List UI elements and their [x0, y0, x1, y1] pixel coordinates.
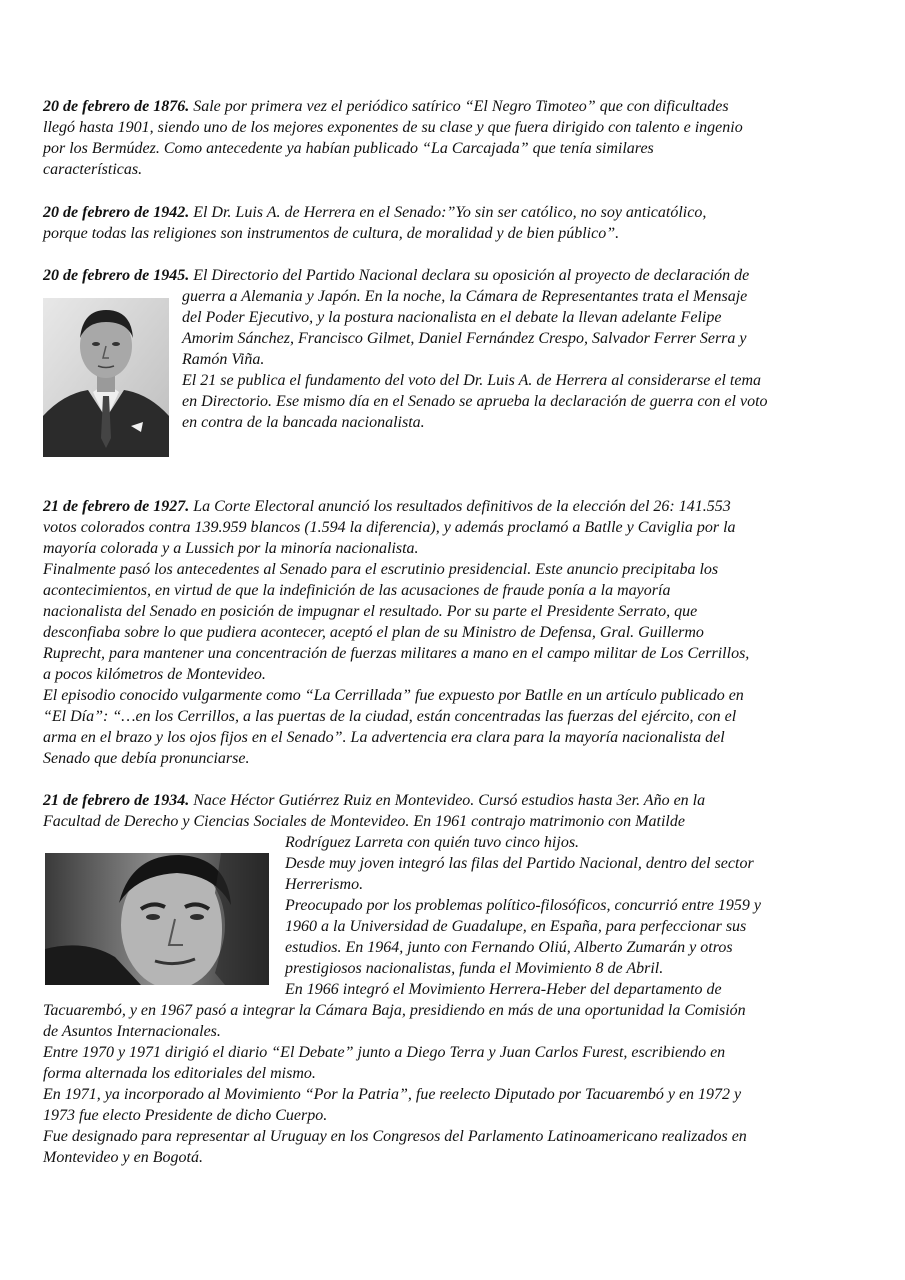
entry-date: 20 de febrero de 1876. — [43, 98, 190, 115]
entry-date: 21 de febrero de 1934. — [43, 792, 190, 809]
text-line: En 1966 integró el Movimiento Herrera-Heber del departamento de — [285, 981, 722, 998]
text-line: Fue designado para representar al Uruguay en los Congresos del Parlamento Latinoamericano realizados en — [43, 1128, 747, 1145]
text-line: Herrerismo. — [285, 876, 364, 893]
text-line: mayoría colorada y a Lussich por la minoría nacionalista. — [43, 540, 419, 557]
entry-1876 — [43, 96, 858, 180]
entry-text: El Dr. Luis A. de Herrera en el Senado:”Yo sin ser católico, no soy anticatólico, — [189, 204, 707, 221]
text-line: forma alternada los editoriales del mismo. — [43, 1065, 316, 1082]
text-line: Rodríguez Larreta con quién tuvo cinco hijos. — [285, 834, 580, 851]
text-line: a pocos kilómetros de Montevideo. — [43, 666, 266, 683]
text-line: de Asuntos Internacionales. — [43, 1023, 221, 1040]
entry-date: 21 de febrero de 1927. — [43, 498, 190, 515]
text-line: guerra a Alemania y Japón. En la noche, la Cámara de Representantes trata el Mensaje — [182, 288, 748, 305]
portrait-photo — [43, 298, 169, 457]
text-line: del Poder Ejecutivo, y la postura nacionalista en el debate la llevan adelante Felipe — [182, 309, 722, 326]
text-line — [43, 790, 858, 811]
text-line: porque todas las religiones son instrumentos de cultura, de moralidad y de bien público”. — [43, 225, 620, 242]
portrait-illustration — [45, 853, 269, 985]
text-line: prestigiosos nacionalistas, funda el Movimiento 8 de Abril. — [285, 960, 664, 977]
text-line: “El Día”: “…en los Cerrillos, a las puertas de la ciudad, están concentradas las fuerzas del ejército, con el — [43, 708, 737, 725]
text-line: Montevideo y en Bogotá. — [43, 1149, 203, 1166]
text-line: Tacuarembó, y en 1967 pasó a integrar la Cámara Baja, presidiendo en más de una oportunidad la Comisión — [43, 1002, 746, 1019]
text-line: 1960 a la Universidad de Guadalupe, en España, para perfeccionar sus — [285, 918, 747, 935]
text-line: En 1971, ya incorporado al Movimiento “Por la Patria”, fue reelecto Diputado por Tacuarembó y en 1972 y — [43, 1086, 742, 1103]
text-line: Desde muy joven integró las filas del Partido Nacional, dentro del sector — [285, 855, 754, 872]
portrait-illustration — [43, 298, 169, 457]
text-line: características. — [43, 161, 143, 178]
text-line: Facultad de Derecho y Ciencias Sociales de Montevideo. En 1961 contrajo matrimonio con Matilde — [43, 813, 685, 830]
entry-text: La Corte Electoral anunció los resultados definitivos de la elección del 26: 141.553 — [189, 498, 731, 515]
entry-text: El Directorio del Partido Nacional declara su oposición al proyecto de declaración de — [189, 267, 750, 284]
text-line: en Directorio. Ese mismo día en el Senado se aprueba la declaración de guerra con el voto — [182, 393, 768, 410]
text-line — [43, 202, 858, 223]
text-line — [43, 496, 858, 517]
text-line: Senado que debía pronunciarse. — [43, 750, 250, 767]
text-line: Entre 1970 y 1971 dirigió el diario “El Debate” junto a Diego Terra y Juan Carlos Furest, escribiendo en — [43, 1044, 726, 1061]
text-line: El 21 se publica el fundamento del voto del Dr. Luis A. de Herrera al considerarse el tema — [182, 372, 762, 389]
text-line: nacionalista del Senado en posición de impugnar el resultado. Por su parte el Presidente Serrato, que — [43, 603, 698, 620]
entry-1927 — [43, 496, 858, 769]
text-line: 1973 fue electo Presidente de dicho Cuerpo. — [43, 1107, 328, 1124]
entry-text: Sale por primera vez el periódico satírico “El Negro Timoteo” que con dificultades — [189, 98, 729, 115]
text-line: Amorim Sánchez, Francisco Gilmet, Daniel Fernández Crespo, Salvador Ferrer Serra y — [182, 330, 747, 347]
text-line: acontecimientos, en virtud de que la indefinición de las acusaciones de fraude ponía a la mayoría — [43, 582, 671, 599]
text-line: Preocupado por los problemas político-filosóficos, concurrió entre 1959 y — [285, 897, 761, 914]
text-line: El episodio conocido vulgarmente como “La Cerrillada” fue expuesto por Batlle en un artículo publicado en — [43, 687, 744, 704]
portrait-photo — [45, 853, 269, 985]
text-line: Finalmente pasó los antecedentes al Senado para el escrutinio presidencial. Este anuncio precipitaba los — [43, 561, 719, 578]
text-line: por los Bermúdez. Como antecedente ya habían publicado “La Carcajada” que tenía similares — [43, 140, 654, 157]
text-line: Ruprecht, para mantener una concentración de fuerzas militares a mano en el campo militar de Los Cerrillos, — [43, 645, 750, 662]
entry-date: 20 de febrero de 1945. — [43, 267, 190, 284]
text-line: llegó hasta 1901, siendo uno de los mejores exponentes de su clase y que fuera dirigido con talento e ingenio — [43, 119, 743, 136]
entry-1942 — [43, 202, 858, 244]
text-line: votos colorados contra 139.959 blancos (1.594 la diferencia), y además proclamó a Batlle y Caviglia por la — [43, 519, 736, 536]
text-line: en contra de la bancada nacionalista. — [182, 414, 425, 431]
text-line — [43, 96, 858, 117]
entry-text: Nace Héctor Gutiérrez Ruiz en Montevideo. Cursó estudios hasta 3er. Año en la — [189, 792, 706, 809]
text-line: desconfiaba sobre lo que pudiera acontecer, aceptó el plan de su Ministro de Defensa, Gral. Guillermo — [43, 624, 704, 641]
text-line: estudios. En 1964, junto con Fernando Oliú, Alberto Zumarán y otros — [285, 939, 733, 956]
text-line — [43, 265, 858, 286]
text-line: arma en el brazo y los ojos fijos en el Senado”. La advertencia era clara para la mayoría nacionalista del — [43, 729, 725, 746]
entry-date: 20 de febrero de 1942. — [43, 204, 190, 221]
text-line: Ramón Viña. — [182, 351, 265, 368]
